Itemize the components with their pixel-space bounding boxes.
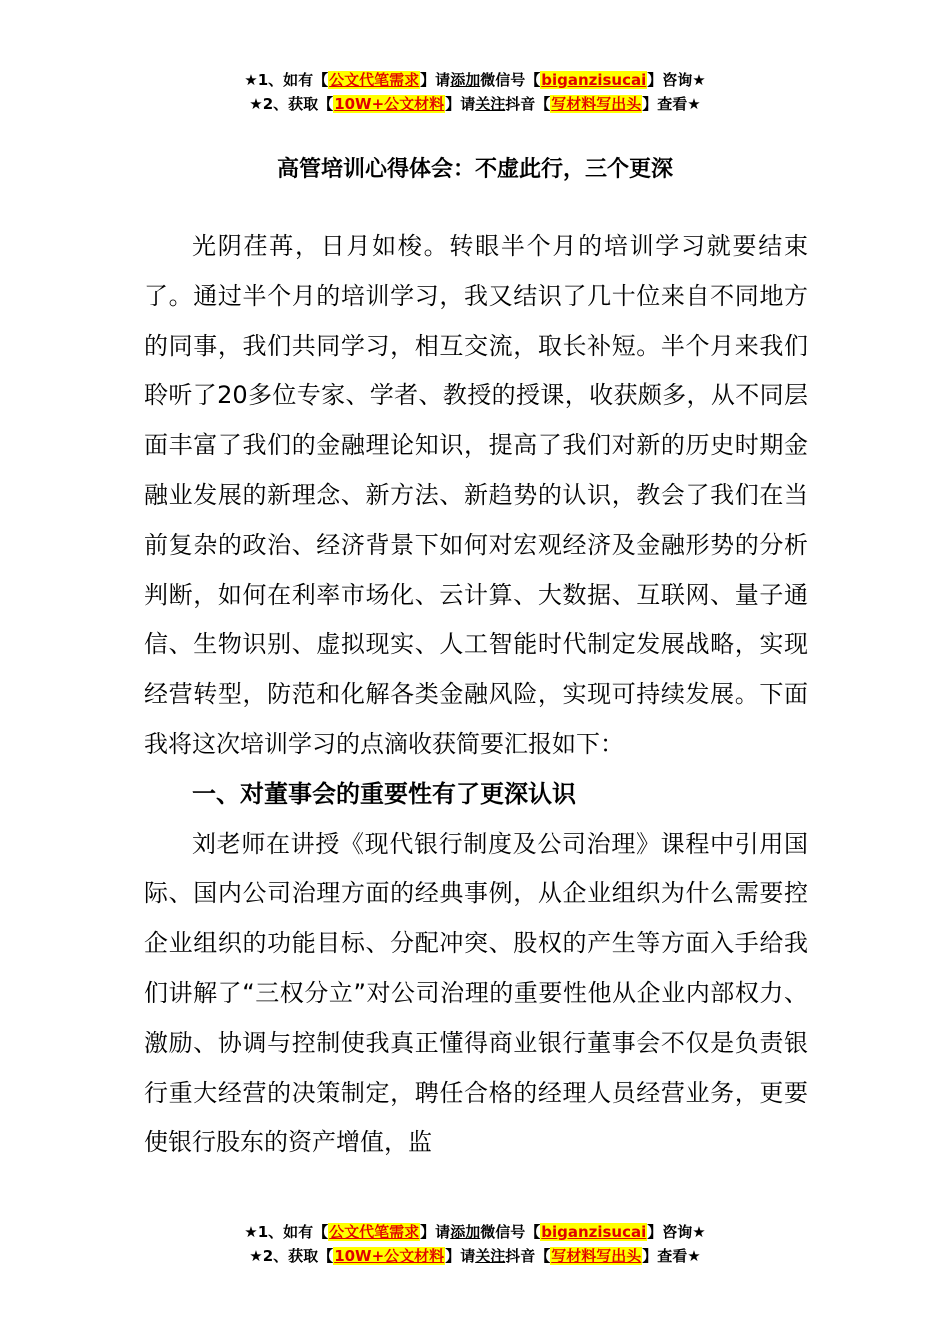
paragraph-section-1: 刘老师在讲授《现代银行制度及公司治理》课程中引用国际、国内公司治理方面的经典事例，从企业组织为什么需要控企业组织的功能目标、分配冲突、股权的产生等方面入手给我们讲解了“三权分立”对公司治理的重要性他从企业内部权力、激励、协调与控制使我真正懂得商业银行董事会不仅是负责银行重大经营的决策制定，聘任合格的经理人员经营业务，更要使银行股东的资产增值，监 (144, 829, 808, 1157)
highlight-service: 公文代笔需求 (329, 1223, 420, 1241)
footer-banner (0, 1220, 950, 1268)
banner-line-2: ★2、获取【10W+公文材料】请关注抖音【写材料写出头】查看★ (249, 95, 701, 113)
document-title: 高管培训心得体会：不虚此行，三个更深 (276, 157, 673, 182)
paragraph-intro: 光阴荏苒，日月如梭。转眼半个月的培训学习就要结束了。通过半个月的培训学习，我又结识了几十位来自不同地方的同事，我们共同学习，相互交流，取长补短。半个月来我们聆听了20多位专家、学者、教授的授课，收获颇多，从不同层面丰富了我们的金融理论知识，提高了我们对新的历史时期金融业发展的新理念、新方法、新趋势的认识，教会了我们在当前复杂的政治、经济背景下如何对宏观经济及金融形势的分析判断，如何在利率市场化、云计算、大数据、互联网、量子通信、生物识别、虚拟现实、人工智能时代制定发展战略，实现经营转型，防范和化解各类金融风险，实现可持续发展。下面我将这次培训学习的点滴收获简要汇报如下： (144, 232, 808, 758)
banner-line-1: ★1、如有【公文代笔需求】请添加微信号【biganzisucai】咨询★ (244, 71, 706, 89)
document-body (144, 222, 808, 1168)
highlight-wechat-id: biganzisucai (541, 71, 647, 89)
section-heading-1: 一、对董事会的重要性有了更深认识 (192, 779, 576, 808)
highlight-douyin-id: 写材料写出头 (551, 95, 642, 113)
header-banner (0, 68, 950, 116)
highlight-service: 公文代笔需求 (329, 71, 420, 89)
highlight-materials: 10W+公文材料 (334, 95, 445, 113)
highlight-wechat-id: biganzisucai (541, 1223, 647, 1241)
banner-line-1: ★1、如有【公文代笔需求】请添加微信号【biganzisucai】咨询★ (244, 1223, 706, 1241)
highlight-douyin-id: 写材料写出头 (551, 1247, 642, 1265)
highlight-materials: 10W+公文材料 (334, 1247, 445, 1265)
banner-line-2: ★2、获取【10W+公文材料】请关注抖音【写材料写出头】查看★ (249, 1247, 701, 1265)
